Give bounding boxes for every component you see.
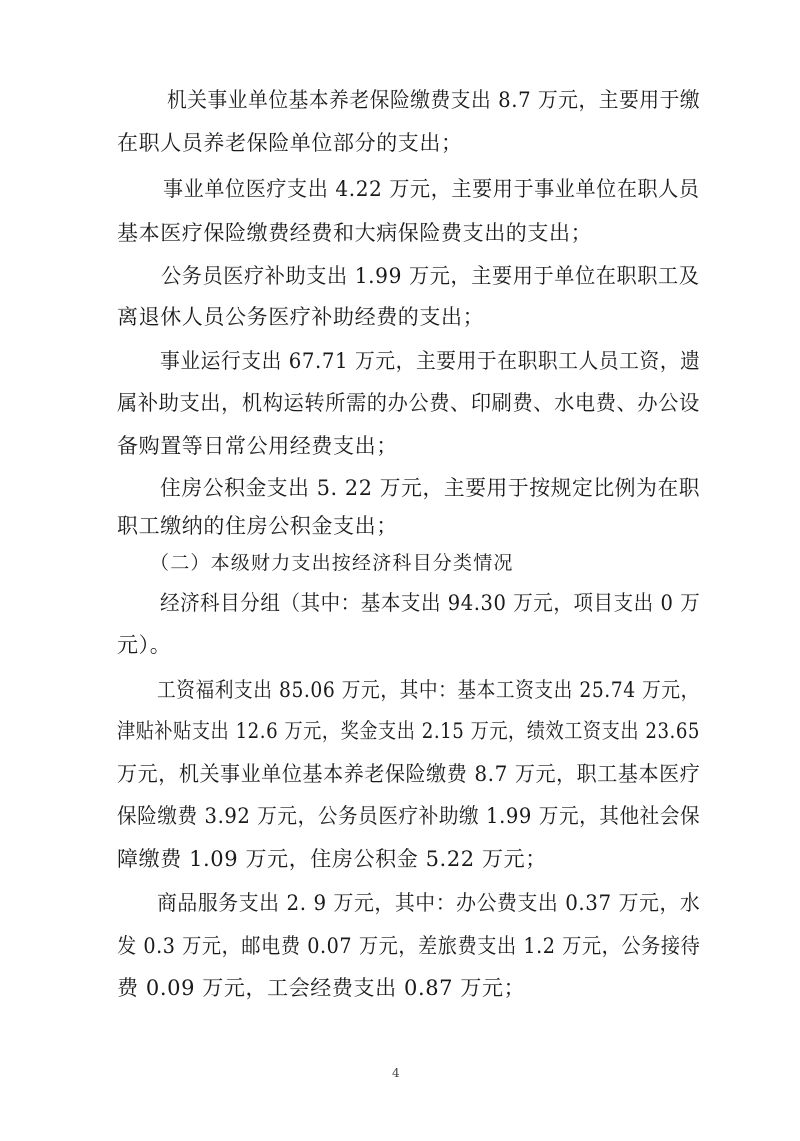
paragraph-line: 离退休人员公务医疗补助经费的支出； <box>117 305 485 329</box>
paragraph-line: 发 0.3 万元，邮电费 0.07 万元，差旅费支出 1.2 万元，公务接待 <box>117 934 701 958</box>
paragraph-line: 保险缴费 3.92 万元，公务员医疗补助缴 1.99 万元，其他社会保 <box>117 804 701 828</box>
paragraph-line: 工资福利支出 85.06 万元，其中：基本工资支出 25.74 万元， <box>157 678 700 702</box>
paragraph-line: 事业单位医疗支出 4.22 万元，主要用于事业单位在职人员 <box>163 177 700 201</box>
paragraph-line: 元）。 <box>117 633 172 657</box>
paragraph-line: 障缴费 1.09 万元，住房公积金 5.22 万元； <box>117 847 547 871</box>
paragraph-line: 事业运行支出 67.71 万元，主要用于在职职工人员工资，遗 <box>160 349 701 373</box>
paragraph-line: 经济科目分组（其中：基本支出 94.30 万元，项目支出 0 万 <box>160 591 701 615</box>
paragraph-line: 住房公积金支出 5. 22 万元，主要用于按规定比例为在职 <box>160 476 701 500</box>
paragraph-line: 费 0.09 万元，工会经费支出 0.87 万元； <box>117 976 526 1000</box>
paragraph-line: 机关事业单位基本养老保险缴费支出 8.7 万元，主要用于缴 <box>167 88 701 112</box>
paragraph-line: 公务员医疗补助支出 1.99 万元，主要用于单位在职职工及 <box>161 264 700 288</box>
paragraph-line: 备购置等日常公用经费支出； <box>117 434 398 458</box>
paragraph-line: 津贴补贴支出 12.6 万元，奖金支出 2.15 万元，绩效工资支出 23.65 <box>117 719 701 743</box>
paragraph-line: 职工缴纳的住房公积金支出； <box>117 514 398 538</box>
paragraph-line: 基本医疗保险缴费经费和大病保险费支出的支出； <box>117 221 593 245</box>
section-heading: （二）本级财力支出按经济科目分类情况 <box>150 552 514 574</box>
paragraph-line: 万元，机关事业单位基本养老保险缴费 8.7 万元，职工基本医疗 <box>117 762 701 786</box>
page-number: 4 <box>392 1066 400 1080</box>
paragraph-line: 在职人员养老保险单位部分的支出； <box>117 131 463 155</box>
paragraph-line: 属补助支出，机构运转所需的办公费、印刷费、水电费、办公设 <box>117 391 700 415</box>
paragraph-line: 商品服务支出 2. 9 万元，其中：办公费支出 0.37 万元，水 <box>157 891 701 915</box>
